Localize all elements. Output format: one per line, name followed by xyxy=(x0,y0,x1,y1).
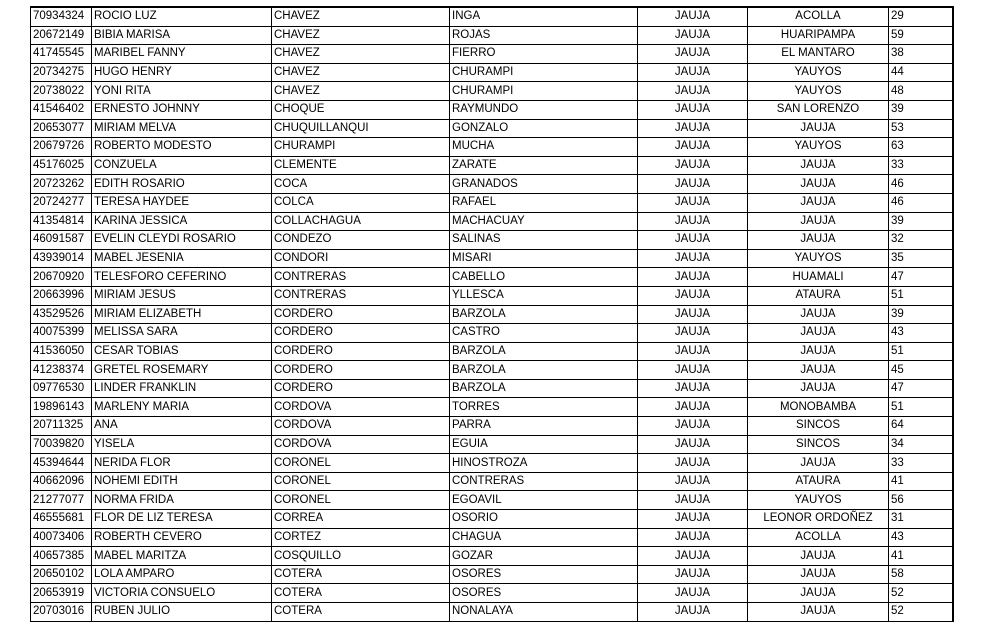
age-cell: 52 xyxy=(889,603,954,622)
district-cell: JAUJA xyxy=(748,212,889,231)
given-names-cell: MIRIAM ELIZABETH xyxy=(92,305,272,324)
table-row xyxy=(31,45,954,64)
table-row xyxy=(31,528,954,547)
table-row xyxy=(31,249,954,268)
table-row xyxy=(31,417,954,436)
province-cell: JAUJA xyxy=(638,528,748,547)
district-cell: YAUYOS xyxy=(748,249,889,268)
age-cell: 33 xyxy=(889,454,954,473)
dni-cell: 41354814 xyxy=(31,212,92,231)
age-cell: 58 xyxy=(889,565,954,584)
dni-cell: 20672149 xyxy=(31,26,92,45)
dni-cell: 41546402 xyxy=(31,100,92,119)
age-cell: 51 xyxy=(889,286,954,305)
table-row xyxy=(31,268,954,287)
province-cell: JAUJA xyxy=(638,491,748,510)
province-cell: JAUJA xyxy=(638,212,748,231)
district-cell: YAUYOS xyxy=(748,82,889,101)
district-cell: HUAMALI xyxy=(748,268,889,287)
dni-cell: 20663996 xyxy=(31,286,92,305)
dni-cell: 43529526 xyxy=(31,305,92,324)
province-cell: JAUJA xyxy=(638,175,748,194)
district-cell: LEONOR ORDOÑEZ xyxy=(748,510,889,529)
district-cell: JAUJA xyxy=(748,305,889,324)
dni-cell: 20650102 xyxy=(31,565,92,584)
age-cell: 46 xyxy=(889,175,954,194)
district-cell: JAUJA xyxy=(748,361,889,380)
dni-cell: 20653919 xyxy=(31,584,92,603)
paternal-surname-cell: CORDOVA xyxy=(272,435,450,454)
paternal-surname-cell: CHUQUILLANQUI xyxy=(272,119,450,138)
table-row xyxy=(31,435,954,454)
dni-cell: 41238374 xyxy=(31,361,92,380)
maternal-surname-cell: ZARATE xyxy=(450,156,638,175)
paternal-surname-cell: CONTRERAS xyxy=(272,268,450,287)
province-cell: JAUJA xyxy=(638,119,748,138)
given-names-cell: ROCIO LUZ xyxy=(92,7,272,26)
age-cell: 53 xyxy=(889,119,954,138)
maternal-surname-cell: GONZALO xyxy=(450,119,638,138)
maternal-surname-cell: CONTRERAS xyxy=(450,472,638,491)
given-names-cell: NERIDA FLOR xyxy=(92,454,272,473)
given-names-cell: MELISSA SARA xyxy=(92,324,272,343)
given-names-cell: EVELIN CLEYDI ROSARIO xyxy=(92,231,272,250)
age-cell: 45 xyxy=(889,361,954,380)
given-names-cell: GRETEL ROSEMARY xyxy=(92,361,272,380)
province-cell: JAUJA xyxy=(638,63,748,82)
records-table-body xyxy=(31,7,954,621)
province-cell: JAUJA xyxy=(638,231,748,250)
maternal-surname-cell: ROJAS xyxy=(450,26,638,45)
given-names-cell: HUGO HENRY xyxy=(92,63,272,82)
district-cell: JAUJA xyxy=(748,565,889,584)
district-cell: JAUJA xyxy=(748,119,889,138)
district-cell: ACOLLA xyxy=(748,528,889,547)
maternal-surname-cell: PARRA xyxy=(450,417,638,436)
paternal-surname-cell: CHOQUE xyxy=(272,100,450,119)
maternal-surname-cell: BARZOLA xyxy=(450,361,638,380)
dni-cell: 20703016 xyxy=(31,603,92,622)
maternal-surname-cell: GRANADOS xyxy=(450,175,638,194)
province-cell: JAUJA xyxy=(638,547,748,566)
paternal-surname-cell: COLCA xyxy=(272,193,450,212)
district-cell: SINCOS xyxy=(748,417,889,436)
maternal-surname-cell: CABELLO xyxy=(450,268,638,287)
maternal-surname-cell: EGOAVIL xyxy=(450,491,638,510)
province-cell: JAUJA xyxy=(638,584,748,603)
paternal-surname-cell: CONDEZO xyxy=(272,231,450,250)
age-cell: 39 xyxy=(889,100,954,119)
given-names-cell: VICTORIA CONSUELO xyxy=(92,584,272,603)
given-names-cell: ROBERTH CEVERO xyxy=(92,528,272,547)
paternal-surname-cell: CLEMENTE xyxy=(272,156,450,175)
table-row xyxy=(31,324,954,343)
table-row xyxy=(31,510,954,529)
given-names-cell: MABEL JESENIA xyxy=(92,249,272,268)
given-names-cell: ROBERTO MODESTO xyxy=(92,138,272,157)
province-cell: JAUJA xyxy=(638,45,748,64)
district-cell: HUARIPAMPA xyxy=(748,26,889,45)
paternal-surname-cell: CORDERO xyxy=(272,324,450,343)
paternal-surname-cell: CORDERO xyxy=(272,305,450,324)
maternal-surname-cell: RAYMUNDO xyxy=(450,100,638,119)
maternal-surname-cell: CHURAMPI xyxy=(450,63,638,82)
table-row xyxy=(31,547,954,566)
given-names-cell: EDITH ROSARIO xyxy=(92,175,272,194)
province-cell: JAUJA xyxy=(638,398,748,417)
age-cell: 51 xyxy=(889,342,954,361)
maternal-surname-cell: BARZOLA xyxy=(450,305,638,324)
table-row xyxy=(31,342,954,361)
table-row xyxy=(31,472,954,491)
province-cell: JAUJA xyxy=(638,138,748,157)
age-cell: 46 xyxy=(889,193,954,212)
age-cell: 51 xyxy=(889,398,954,417)
maternal-surname-cell: OSORES xyxy=(450,565,638,584)
paternal-surname-cell: CORONEL xyxy=(272,491,450,510)
given-names-cell: MARIBEL FANNY xyxy=(92,45,272,64)
district-cell: YAUYOS xyxy=(748,63,889,82)
given-names-cell: BIBIA MARISA xyxy=(92,26,272,45)
dni-cell: 41536050 xyxy=(31,342,92,361)
given-names-cell: TERESA HAYDEE xyxy=(92,193,272,212)
maternal-surname-cell: MACHACUAY xyxy=(450,212,638,231)
paternal-surname-cell: CHURAMPI xyxy=(272,138,450,157)
maternal-surname-cell: MISARI xyxy=(450,249,638,268)
dni-cell: 70039820 xyxy=(31,435,92,454)
district-cell: EL MANTARO xyxy=(748,45,889,64)
given-names-cell: NORMA FRIDA xyxy=(92,491,272,510)
table-row xyxy=(31,361,954,380)
district-cell: ACOLLA xyxy=(748,7,889,26)
age-cell: 31 xyxy=(889,510,954,529)
dni-cell: 43939014 xyxy=(31,249,92,268)
province-cell: JAUJA xyxy=(638,324,748,343)
paternal-surname-cell: COSQUILLO xyxy=(272,547,450,566)
table-row xyxy=(31,565,954,584)
paternal-surname-cell: CORONEL xyxy=(272,454,450,473)
age-cell: 59 xyxy=(889,26,954,45)
age-cell: 34 xyxy=(889,435,954,454)
province-cell: JAUJA xyxy=(638,342,748,361)
table-row xyxy=(31,63,954,82)
table-row xyxy=(31,398,954,417)
dni-cell: 20738022 xyxy=(31,82,92,101)
paternal-surname-cell: CHAVEZ xyxy=(272,45,450,64)
district-cell: JAUJA xyxy=(748,342,889,361)
table-row xyxy=(31,100,954,119)
paternal-surname-cell: CHAVEZ xyxy=(272,82,450,101)
province-cell: JAUJA xyxy=(638,249,748,268)
paternal-surname-cell: CORTEZ xyxy=(272,528,450,547)
maternal-surname-cell: MUCHA xyxy=(450,138,638,157)
table-row xyxy=(31,175,954,194)
dni-cell: 21277077 xyxy=(31,491,92,510)
dni-cell: 41745545 xyxy=(31,45,92,64)
province-cell: JAUJA xyxy=(638,82,748,101)
province-cell: JAUJA xyxy=(638,361,748,380)
age-cell: 29 xyxy=(889,7,954,26)
district-cell: JAUJA xyxy=(748,175,889,194)
age-cell: 56 xyxy=(889,491,954,510)
maternal-surname-cell: NONALAYA xyxy=(450,603,638,622)
paternal-surname-cell: COCA xyxy=(272,175,450,194)
paternal-surname-cell: COLLACHAGUA xyxy=(272,212,450,231)
table-row xyxy=(31,286,954,305)
age-cell: 52 xyxy=(889,584,954,603)
district-cell: JAUJA xyxy=(748,584,889,603)
table-row xyxy=(31,7,954,26)
province-cell: JAUJA xyxy=(638,100,748,119)
dni-cell: 70934324 xyxy=(31,7,92,26)
province-cell: JAUJA xyxy=(638,156,748,175)
dni-cell: 46091587 xyxy=(31,231,92,250)
maternal-surname-cell: FIERRO xyxy=(450,45,638,64)
given-names-cell: KARINA JESSICA xyxy=(92,212,272,231)
district-cell: SINCOS xyxy=(748,435,889,454)
dni-cell: 20670920 xyxy=(31,268,92,287)
district-cell: JAUJA xyxy=(748,324,889,343)
paternal-surname-cell: CHAVEZ xyxy=(272,7,450,26)
given-names-cell: CESAR TOBIAS xyxy=(92,342,272,361)
paternal-surname-cell: CHAVEZ xyxy=(272,63,450,82)
table-row xyxy=(31,305,954,324)
dni-cell: 20711325 xyxy=(31,417,92,436)
paternal-surname-cell: CORDOVA xyxy=(272,398,450,417)
district-cell: MONOBAMBA xyxy=(748,398,889,417)
district-cell: SAN LORENZO xyxy=(748,100,889,119)
age-cell: 41 xyxy=(889,472,954,491)
maternal-surname-cell: CHAGUA xyxy=(450,528,638,547)
table-row xyxy=(31,603,954,622)
table-row xyxy=(31,231,954,250)
province-cell: JAUJA xyxy=(638,379,748,398)
province-cell: JAUJA xyxy=(638,510,748,529)
dni-cell: 40662096 xyxy=(31,472,92,491)
given-names-cell: YISELA xyxy=(92,435,272,454)
paternal-surname-cell: CORREA xyxy=(272,510,450,529)
maternal-surname-cell: INGA xyxy=(450,7,638,26)
age-cell: 39 xyxy=(889,212,954,231)
table-row xyxy=(31,584,954,603)
province-cell: JAUJA xyxy=(638,286,748,305)
province-cell: JAUJA xyxy=(638,435,748,454)
table-row xyxy=(31,454,954,473)
district-cell: JAUJA xyxy=(748,454,889,473)
maternal-surname-cell: RAFAEL xyxy=(450,193,638,212)
province-cell: JAUJA xyxy=(638,193,748,212)
given-names-cell: ANA xyxy=(92,417,272,436)
maternal-surname-cell: OSORES xyxy=(450,584,638,603)
paternal-surname-cell: COTERA xyxy=(272,603,450,622)
table-row xyxy=(31,26,954,45)
district-cell: YAUYOS xyxy=(748,491,889,510)
table-row xyxy=(31,193,954,212)
maternal-surname-cell: YLLESCA xyxy=(450,286,638,305)
paternal-surname-cell: CORDERO xyxy=(272,342,450,361)
age-cell: 41 xyxy=(889,547,954,566)
dni-cell: 20723262 xyxy=(31,175,92,194)
table-row xyxy=(31,491,954,510)
age-cell: 47 xyxy=(889,379,954,398)
district-cell: JAUJA xyxy=(748,193,889,212)
age-cell: 43 xyxy=(889,324,954,343)
province-cell: JAUJA xyxy=(638,565,748,584)
maternal-surname-cell: TORRES xyxy=(450,398,638,417)
given-names-cell: RUBEN JULIO xyxy=(92,603,272,622)
paternal-surname-cell: CORONEL xyxy=(272,472,450,491)
dni-cell: 45394644 xyxy=(31,454,92,473)
age-cell: 48 xyxy=(889,82,954,101)
dni-cell: 40075399 xyxy=(31,324,92,343)
dni-cell: 20679726 xyxy=(31,138,92,157)
dni-cell: 20653077 xyxy=(31,119,92,138)
maternal-surname-cell: GOZAR xyxy=(450,547,638,566)
province-cell: JAUJA xyxy=(638,26,748,45)
paternal-surname-cell: CORDERO xyxy=(272,379,450,398)
given-names-cell: LINDER FRANKLIN xyxy=(92,379,272,398)
maternal-surname-cell: SALINAS xyxy=(450,231,638,250)
district-cell: JAUJA xyxy=(748,379,889,398)
dni-cell: 46555681 xyxy=(31,510,92,529)
paternal-surname-cell: CORDOVA xyxy=(272,417,450,436)
district-cell: ATAURA xyxy=(748,286,889,305)
table-row xyxy=(31,156,954,175)
paternal-surname-cell: CHAVEZ xyxy=(272,26,450,45)
district-cell: ATAURA xyxy=(748,472,889,491)
age-cell: 33 xyxy=(889,156,954,175)
given-names-cell: LOLA AMPARO xyxy=(92,565,272,584)
province-cell: JAUJA xyxy=(638,417,748,436)
district-cell: JAUJA xyxy=(748,231,889,250)
table-row xyxy=(31,82,954,101)
dni-cell: 40073406 xyxy=(31,528,92,547)
dni-cell: 20734275 xyxy=(31,63,92,82)
province-cell: JAUJA xyxy=(638,7,748,26)
paternal-surname-cell: CORDERO xyxy=(272,361,450,380)
given-names-cell: NOHEMI EDITH xyxy=(92,472,272,491)
paternal-surname-cell: COTERA xyxy=(272,565,450,584)
maternal-surname-cell: CHURAMPI xyxy=(450,82,638,101)
maternal-surname-cell: EGUIA xyxy=(450,435,638,454)
dni-cell: 40657385 xyxy=(31,547,92,566)
dni-cell: 19896143 xyxy=(31,398,92,417)
age-cell: 39 xyxy=(889,305,954,324)
province-cell: JAUJA xyxy=(638,454,748,473)
maternal-surname-cell: BARZOLA xyxy=(450,342,638,361)
table-row xyxy=(31,379,954,398)
maternal-surname-cell: OSORIO xyxy=(450,510,638,529)
province-cell: JAUJA xyxy=(638,305,748,324)
given-names-cell: ERNESTO JOHNNY xyxy=(92,100,272,119)
maternal-surname-cell: BARZOLA xyxy=(450,379,638,398)
table-row xyxy=(31,138,954,157)
maternal-surname-cell: HINOSTROZA xyxy=(450,454,638,473)
age-cell: 47 xyxy=(889,268,954,287)
given-names-cell: MIRIAM JESUS xyxy=(92,286,272,305)
given-names-cell: MIRIAM MELVA xyxy=(92,119,272,138)
given-names-cell: FLOR DE LIZ TERESA xyxy=(92,510,272,529)
table-row xyxy=(31,119,954,138)
district-cell: YAUYOS xyxy=(748,138,889,157)
age-cell: 63 xyxy=(889,138,954,157)
maternal-surname-cell: CASTRO xyxy=(450,324,638,343)
district-cell: JAUJA xyxy=(748,603,889,622)
given-names-cell: CONZUELA xyxy=(92,156,272,175)
dni-cell: 45176025 xyxy=(31,156,92,175)
district-cell: JAUJA xyxy=(748,547,889,566)
age-cell: 44 xyxy=(889,63,954,82)
district-cell: JAUJA xyxy=(748,156,889,175)
age-cell: 32 xyxy=(889,231,954,250)
age-cell: 43 xyxy=(889,528,954,547)
dni-cell: 09776530 xyxy=(31,379,92,398)
given-names-cell: MABEL MARITZA xyxy=(92,547,272,566)
province-cell: JAUJA xyxy=(638,268,748,287)
age-cell: 35 xyxy=(889,249,954,268)
dni-cell: 20724277 xyxy=(31,193,92,212)
paternal-surname-cell: CONTRERAS xyxy=(272,286,450,305)
table-row xyxy=(31,212,954,231)
given-names-cell: YONI RITA xyxy=(92,82,272,101)
paternal-surname-cell: CONDORI xyxy=(272,249,450,268)
records-table xyxy=(30,6,954,622)
age-cell: 38 xyxy=(889,45,954,64)
age-cell: 64 xyxy=(889,417,954,436)
given-names-cell: TELESFORO CEFERINO xyxy=(92,268,272,287)
paternal-surname-cell: COTERA xyxy=(272,584,450,603)
province-cell: JAUJA xyxy=(638,603,748,622)
given-names-cell: MARLENY MARIA xyxy=(92,398,272,417)
province-cell: JAUJA xyxy=(638,472,748,491)
